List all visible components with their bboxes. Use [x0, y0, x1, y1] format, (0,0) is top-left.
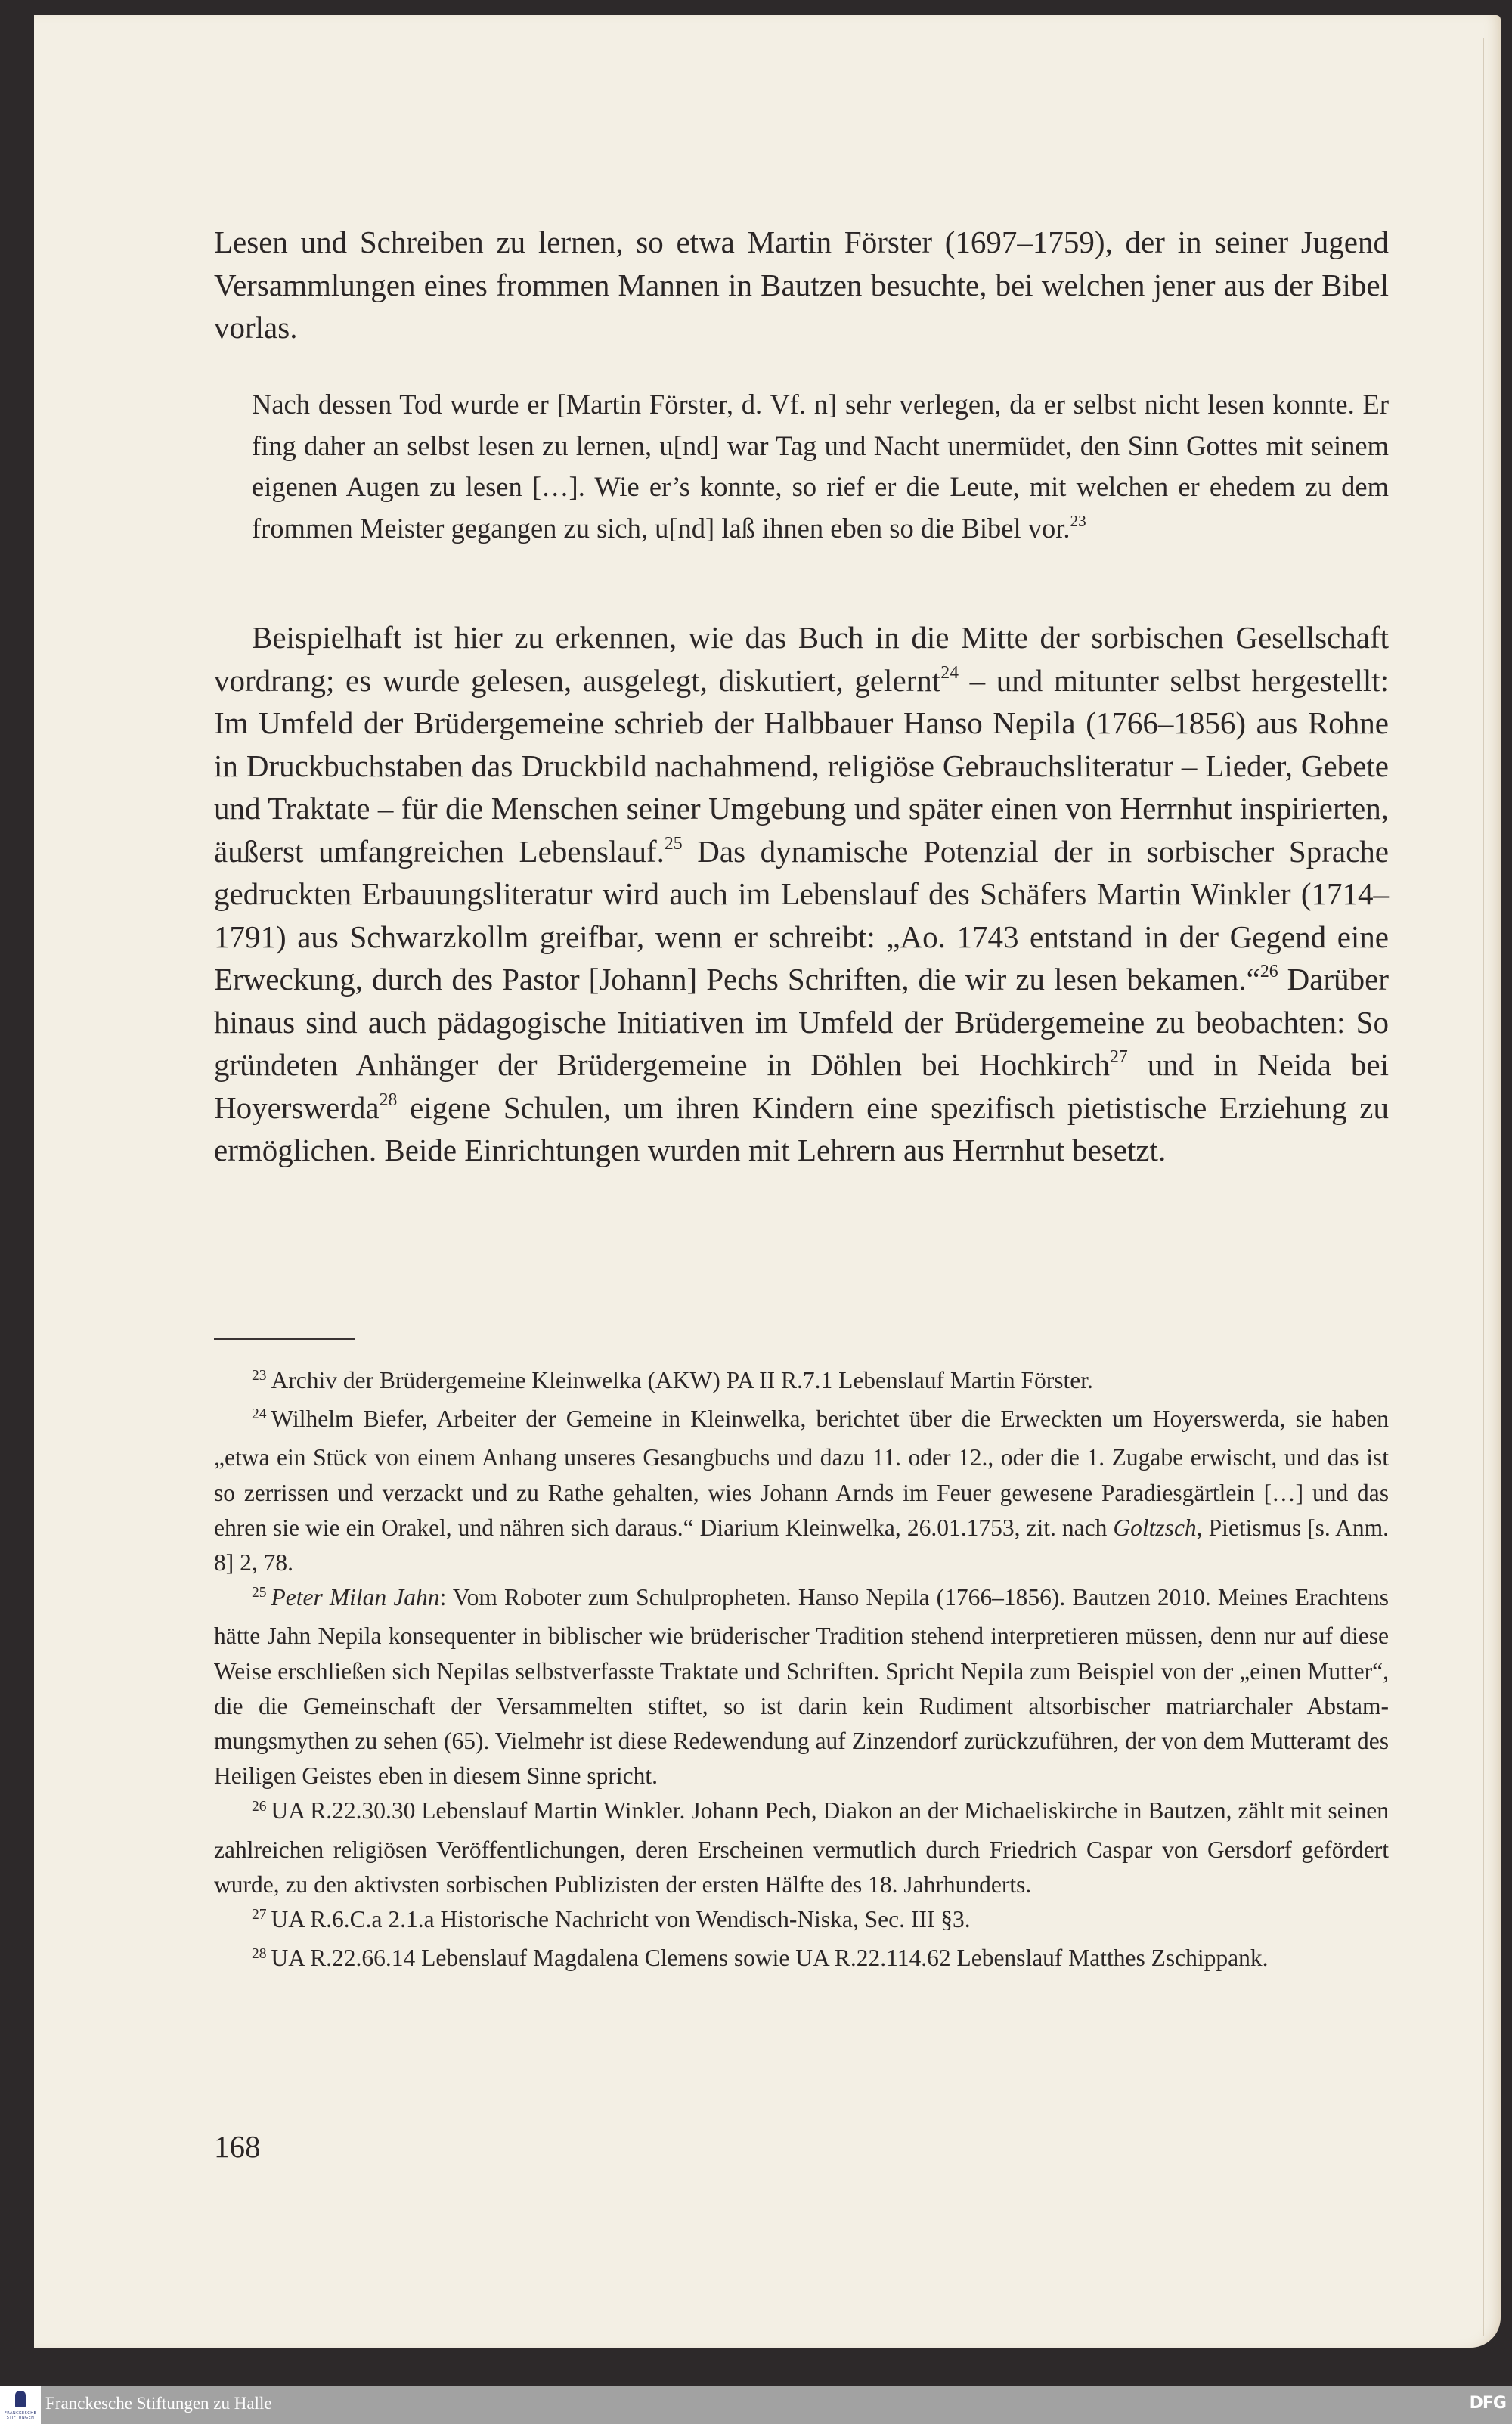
footnote-number: 24 [252, 1406, 267, 1423]
footnote-text: Wilhelm Biefer, Arbeiter der Gemeine in Kleinwelka, berichtet über die Erweckten um Hoyerswerda, sie haben „etwa ein Stück von einem Anhang unseres Gesangbuchs und dazu 11. oder 12., oder die 1. Zugabe erwischt, und das ist so zerrissen und verzackt und zu Rathe gehalten, wies Johann Arnds im Feuer gewesene Paradiesgärtlein […] und das ehren sie wie ein Orakel, und nähren sich daraus.“ Diarium Kleinwelka, 26.01.1753, zit. nach [214, 1406, 1389, 1541]
dfg-logo-icon[interactable]: DFG [1469, 2394, 1506, 2413]
footnote-text: , Pietismus [s. Anm. 8] 2, 78. [214, 1514, 1389, 1576]
footnote-author-italic: Goltzsch [1113, 1514, 1197, 1541]
footnote-number: 26 [252, 1798, 267, 1815]
footnotes-section [214, 1363, 1389, 1979]
footnote-number: 23 [252, 1368, 267, 1384]
viewer-footer-bar [0, 2386, 1512, 2424]
footnote-23 [214, 1363, 1389, 1402]
page-fold-shadow [1483, 38, 1484, 2336]
footnote-ref-27[interactable]: 27 [1110, 1047, 1128, 1068]
book-page [34, 15, 1501, 2348]
footnote-26 [214, 1793, 1389, 1902]
footnote-text: UA R.22.30.30 Lebenslauf Martin Winkler. Johann Pech, Diakon an der Michaeliskirche in Bautzen, zählt mit seinen zahlreichen religiösen Veröffentlichungen, deren Erscheinen vermutlich durch Friedrich Caspar von Gersdorf gefördert wurde, zu den aktivsten sorbischen Publizisten der ersten Hälfte des 18. Jahrhunderts. [214, 1797, 1389, 1898]
footnote-ref-23[interactable]: 23 [1070, 511, 1086, 530]
footnote-text: Archiv der Brüdergemeine Kleinwelka (AKW) PA II R.7.1 Lebenslauf Martin Förster. [271, 1367, 1093, 1393]
footnote-28 [214, 1941, 1389, 1979]
footnote-ref-25[interactable]: 25 [664, 833, 683, 854]
page-number: 168 [214, 2129, 261, 2164]
logo-text-line1: FRANCKESCHE [4, 2411, 37, 2416]
footnote-25 [214, 1580, 1389, 1793]
footnote-24 [214, 1402, 1389, 1580]
franckesche-stiftungen-logo[interactable] [0, 2386, 41, 2424]
footnote-text: UA R.6.C.a 2.1.a Historische Nachricht von Wendisch-Niska, Sec. III §3. [271, 1906, 971, 1933]
footnote-number: 28 [252, 1945, 267, 1962]
footnote-number: 25 [252, 1585, 267, 1601]
footnote-ref-28[interactable]: 28 [379, 1090, 398, 1110]
footnote-number: 27 [252, 1907, 267, 1923]
block-quote-text: Nach dessen Tod wurde er [Martin Förster, d. Vf. n] sehr verlegen, da er selbst nicht lesen konnte. Er fing daher an selbst lesen zu lernen, u[nd] war Tag und Nacht unermüdet, den Sinn Gottes mit seinem eigenen Augen zu lesen […]. Wie er’s konnte, so rief er die Leute, mit welchen er ehedem zu dem frommen Meister gegangen zu sich, u[nd] laß ihnen eben so die Bibel vor. [252, 389, 1389, 544]
footnote-ref-26[interactable]: 26 [1259, 962, 1278, 982]
footnote-separator [214, 1338, 355, 1340]
paragraph-main-seg1: Beispielhaft ist hier zu erkennen, wie das Buch in die Mitte der sorbischen Gesellschaft vordrang; es wurde gelesen, ausgelegt, diskutiert, gelernt [214, 620, 1389, 698]
footnote-ref-24[interactable]: 24 [940, 662, 959, 683]
footnote-text: UA R.22.66.14 Lebenslauf Magdalena Clemens sowie UA R.22.114.62 Lebenslauf Matthes Zschippank. [271, 1945, 1269, 1972]
footnote-author-italic: Peter Milan Jahn [271, 1584, 440, 1611]
paragraph-main [214, 616, 1389, 1172]
logo-text-line2: STIFTUNGEN [6, 2416, 35, 2420]
logo-text [2, 2411, 39, 2420]
institution-figure-icon [15, 2391, 26, 2407]
paragraph-intro: Lesen und Schreiben zu lernen, so etwa Martin Förster (1697–1759), der in seiner Jugend Versammlungen eines frommen Mannen in Bautzen besuchte, bei welchen jener aus der Bibel vorlas. [214, 225, 1389, 345]
paragraph-main-seg2: – und mitunter selbst hergestellt: Im Umfeld der Brüdergemeine schrieb der Halbbauer Hanso Nepila (1766–1856) aus Rohne in Druckbuchstaben das Druckbild nachahmend, religiöse Gebrauchsliteratur – Lieder, Gebete und Traktate – für die Menschen seiner Umgebung und später einen von Herrnhut inspirierten, äußerst umfangreichen Lebenslauf. [214, 662, 1389, 869]
paragraph-main-seg3: Das dynamische Potenzial der in sorbischer Sprache gedruckten Erbauungsliteratur wird auch im Lebenslauf des Schäfers Martin Winkler (1714–1791) aus Schwarzkollm greifbar, wenn er schreibt: „Ao. 1743 entstand in der Gegend eine Erweckung, durch des Pastor [Johann] Pechs Schriften, die wir zu lesen bekamen.“ [214, 833, 1389, 997]
footnote-text: : Vom Roboter zum Schulpropheten. Hanso Nepila (1766–1856). Bautzen 2010. Meines Erachtens hätte Jahn Nepila konsequenter in biblischer wie brüderischer Tradition stehend interpretieren müssen, denn nur auf diese Weise erschließen sich Nepilas selbstverfasste Traktate und Schriften. Spricht Nepila zum Beispiel von der „einen Mutter“, die die Gemeinschaft der Versammelten stiftet, so ist darin kein Rudiment altsorbischer matriarchaler Abstammungsmythen zu sehen (65). Vielmehr ist diese Redewendung auf Zinzendorf zurückzuführen, der von dem Mutteramt des Heiligen Geistes eben in diesem Sinne spricht. [214, 1584, 1389, 1790]
paragraph-main-seg5: und in Neida bei Hoyerswerda [214, 1047, 1389, 1125]
footnote-27 [214, 1902, 1389, 1941]
paragraph-main-seg4: Darüber hinaus sind auch pädagogische Initiativen im Umfeld der Brüdergemeine zu beobachten: So gründeten Anhänger der Brüdergemeine in Döhlen bei Hochkirch [214, 962, 1389, 1082]
paragraph-main-seg6: eigene Schulen, um ihren Kindern eine spezifisch pietistische Erziehung zu ermöglichen. Beide Einrichtungen wurden mit Lehrern aus Herrnhut besetzt. [214, 1090, 1389, 1167]
block-quote [252, 384, 1389, 549]
institution-name[interactable]: Franckesche Stiftungen zu Halle [45, 2394, 272, 2413]
